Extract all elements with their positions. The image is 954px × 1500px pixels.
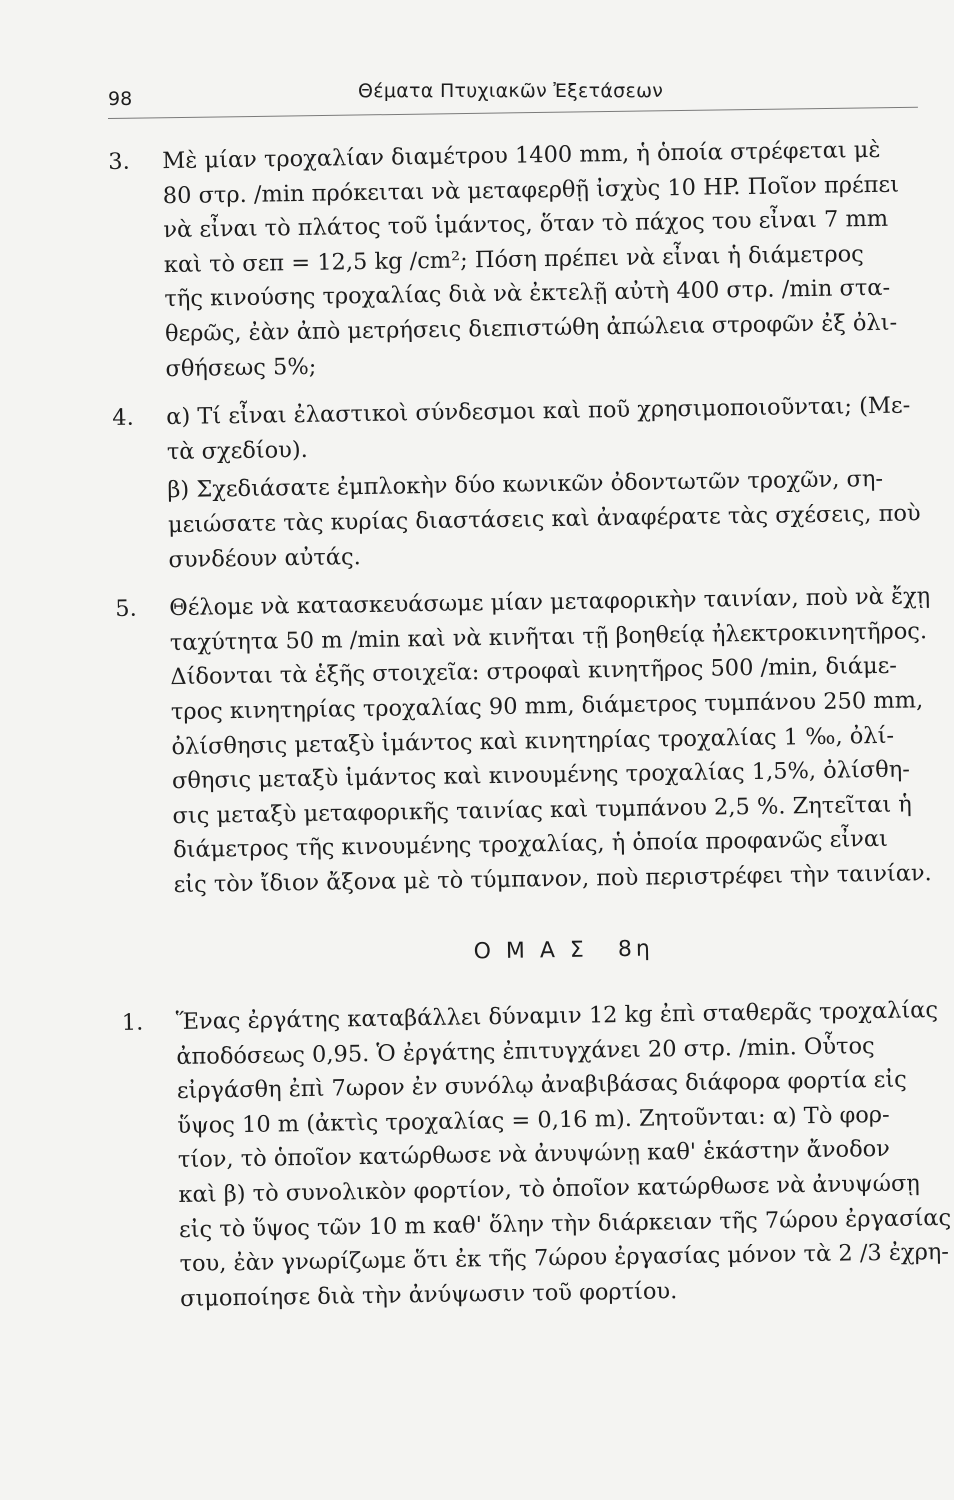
- text-line: ἀποδόσεως 0,95. Ὁ ἐργάτης ἐπιτυγχάνει 20 στρ. /min. Οὗτος: [176, 1032, 875, 1070]
- text-line: ταχύτητα 50 m /min καὶ νὰ κινῆται τῇ βοηθείᾳ ἠλεκτροκινητῆρος.: [169, 617, 928, 656]
- text-line: ὀλίσθησις μεταξὺ ἱμάντος καὶ κινητηρίας τροχαλίας 1 ‰, ὀλί-: [171, 722, 895, 760]
- text-line: σθησις μεταξὺ ἱμάντος καὶ κινουμένης τροχαλίας 1,5%, ὀλίσθη-: [171, 756, 911, 795]
- text-line: σις μεταξὺ μεταφορικῆς ταινίας καὶ τυμπάνου 2,5 %. Ζητεῖται ἡ: [172, 791, 912, 829]
- page-number: 98: [108, 88, 133, 110]
- text-line: τίον, τὸ ὁποῖον κατώρθωσε νὰ ἀνυψώνῃ καθ' ἑκάστην ἄνοδον: [177, 1136, 891, 1174]
- text-line: καὶ β) τὸ συνολικὸν φορτίον, τὸ ὁποῖον κατώρθωσε νὰ ἀνυψώσῃ: [178, 1170, 921, 1209]
- running-title: Θέματα Πτυχιακῶν Ἐξετάσεων: [358, 80, 664, 102]
- group-title: Ο Μ Α Σ: [473, 938, 589, 965]
- text-line: εἰς τὸν ἴδιον ἄξονα μὲ τὸ τύμπανον, ποὺ περιστρέφει τὴν ταινίαν.: [173, 860, 932, 898]
- text-line: Μὲ μίαν τροχαλίαν διαμέτρου 1400 mm, ἡ ὁποία στρέφεται μὲ: [162, 136, 881, 175]
- text-line: του, ἐὰν γνωρίζωμε ὅτι ἐκ τῆς 7ώρου ἐργασίας μόνον τὰ 2 /3 ἐχρη-: [179, 1239, 950, 1278]
- text-line: β) Σχεδιάσατε ἐμπλοκὴν δύο κωνικῶν ὀδοντωτῶν τροχῶν, ση-: [167, 466, 884, 504]
- text-line: Θέλομε νὰ κατασκευάσωμε μίαν μεταφορικὴν ταινίαν, ποὺ νὰ ἔχῃ: [169, 583, 931, 622]
- group-number: 8η: [617, 936, 654, 963]
- text-line: σθήσεως 5%;: [165, 353, 317, 382]
- problem-4: [112, 388, 939, 470]
- text-line: τρος κινητηρίας τροχαλίας 90 mm, διάμετρος τυμπάνου 250 mm,: [170, 687, 924, 725]
- text-line: θερῶς, ἐὰν ἀπὸ μετρήσεις διεπιστώθη ἀπώλεια στροφῶν ἐξ ὀλι-: [164, 309, 898, 348]
- text-line: διάμετρος τῆς κινουμένης τροχαλίας, ἡ ὁποία προφανῶς εἶναι: [172, 826, 889, 864]
- text-line: μειώσατε τὰς κυρίας διαστάσεις καὶ ἀναφέρατε τὰς σχέσεις, ποὺ: [167, 500, 921, 539]
- text-line: εἰς τὸ ὕψος τῶν 10 m καθ' ὅλην τὴν διάρκειαν τῆς 7ώρου ἐργασίας: [178, 1204, 952, 1243]
- problem-number: 5.: [115, 595, 137, 623]
- text-line: Ἕνας ἐργάτης καταβάλλει δύναμιν 12 kg ἐπὶ σταθερᾶς τροχαλίας: [175, 997, 939, 1036]
- problem-1: [122, 993, 953, 1317]
- page-content: [108, 132, 952, 1317]
- text-line: εἰργάσθη ἐπὶ 7ωρον ἐν συνόλῳ ἀναβιβάσας διάφορα φορτία εἰς: [176, 1066, 907, 1105]
- page-header: [108, 76, 928, 116]
- group-heading: [121, 928, 947, 976]
- text-line: νὰ εἶναι τὸ πλάτος τοῦ ἱμάντος, ὅταν τὸ πάχος του εἶναι 7 mm: [163, 205, 889, 244]
- text-line: καὶ τὸ σεπ = 12,5 kg /cm²; Πόση πρέπει νὰ εἶναι ἡ διάμετρος: [163, 240, 864, 278]
- problem-5: [115, 579, 946, 903]
- text-line: α) Τί εἶναι ἐλαστικοὶ σύνδεσμοι καὶ ποῦ χρησιμοποιοῦνται; (Με-: [166, 392, 911, 431]
- text-line: συνδέουν αὐτάς.: [168, 543, 361, 573]
- problem-number: 4.: [112, 404, 134, 432]
- text-line: ὕψος 10 m (ἀκτὶς τροχαλίας = 0,16 m). Ζητοῦνται: α) Τὸ φορ-: [177, 1101, 890, 1139]
- text-line: 80 στρ. /min πρόκειται νὰ μεταφερθῇ ἰσχὺς 10 HP. Ποῖον πρέπει: [162, 171, 900, 209]
- problem-4-part-b: [113, 461, 941, 578]
- problem-number: 1.: [121, 1009, 144, 1036]
- text-line: τὰ σχεδίου).: [166, 436, 308, 465]
- text-line: τῆς κινούσης τροχαλίας διὰ νὰ ἐκτελῇ αὐτὴ 400 στρ. /min στα-: [164, 275, 891, 313]
- problem-3: [108, 132, 938, 387]
- text-line: σιμοποίησε διὰ τὴν ἀνύψωσιν τοῦ φορτίου.: [179, 1278, 678, 1312]
- problem-number: 3.: [108, 148, 130, 175]
- text-line: Δίδονται τὰ ἑξῆς στοιχεῖα: στροφαὶ κινητῆρος 500 /min, διάμε-: [170, 652, 898, 691]
